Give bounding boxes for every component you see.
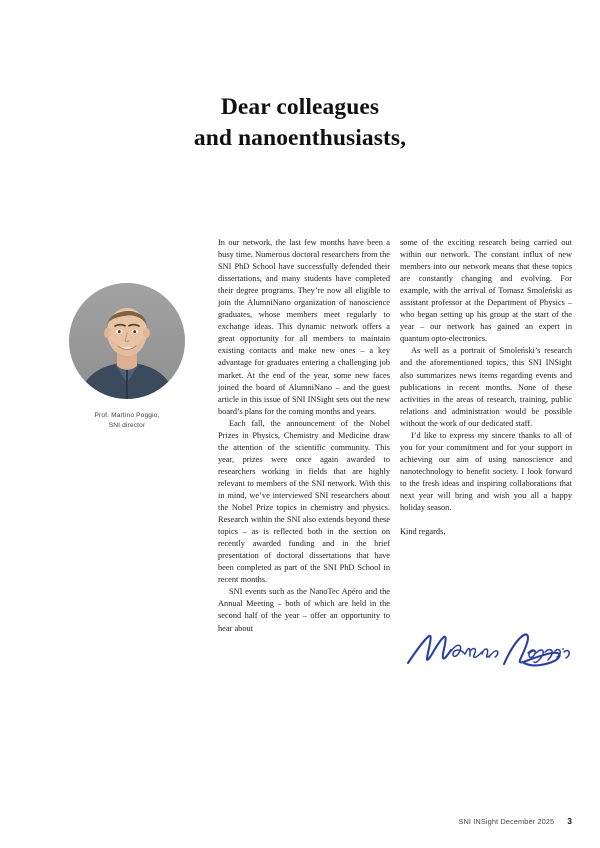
paragraph: In our network, the last few months have been a busy time. Numerous doctoral researchers from the SNI PhD School have successfully defended their dissertations, and many students have completed their degree programs. They’re now all eligible to join the AlumniNano organization of nanoscience graduates, whose members meet regularly to exchange ideas. This dynamic network offers a great opportunity for all members to maintain existing contacts and make new ones – a key advantage for graduates entering a challenging job market. At the end of the year, some new faces joined the board of AlumniNano – and the guest article in this issue of SNI INSight sets out the new board’s plans for the coming months and years. [218,238,390,416]
paragraph: some of the exciting research being carried out within our network. The constant influx of new members into our network means that these topics are constantly changing and evolving. For example, with the arrival of Tomasz Smoleński as assistant professor at the Department of Physics – who began setting up his group at the start of the year – our network has gained an expert in quantum opto-electronics. [400,238,572,344]
avatar [69,283,185,399]
page-title-line-2: and nanoenthusiasts, [193,124,407,151]
signature [400,630,572,676]
closing-line: Kind regards, [400,527,446,537]
portrait-caption-name: Prof. Martino Poggio, [94,412,160,419]
page-title [0,92,600,155]
signature-mark [400,630,572,676]
footer-publication-label: SNI INSight December 2025 [458,817,555,826]
page-footer [458,816,572,826]
portrait-block [46,283,208,431]
portrait-illustration [69,283,185,399]
body-column-1 [218,237,390,635]
body-column-2 [400,237,572,538]
page-number: 3 [567,816,572,826]
page-title-line-1: Dear colleagues [220,93,380,120]
portrait-caption-role: SNI director [108,422,146,430]
paragraph: SNI events such as the NanoTec Apéro and the Annual Meeting – both of which are held in the second half of the year – offer an opportunity to hear about [218,587,390,633]
paragraph: As well as a portrait of Smoleński’s research and the aforementioned topics, this SNI INSight also summarizes news items regarding events and publications in recent months. None of these activities in the areas of research, training, public relations and administration would be possible without the work of our dedicated staff. [400,346,572,428]
portrait-caption [46,411,208,431]
paragraph: Each fall, the announcement of the Nobel Prizes in Physics, Chemistry and Medicine draw the attention of the scientific community. This year, prizes were once again awarded to researchers working in fields that are highly relevant to members of the SNI network. With this in mind, we’ve interviewed SNI researchers about the Nobel Prize topics in chemistry and physics. Research within the SNI also extends beyond these topics – as is reflected both in the section on recently awarded funding and in the brief presentation of doctoral dissertations that have been completed as part of the SNI PhD School in recent months. [218,418,390,585]
paragraph: I’d like to express my sincere thanks to all of you for your commitment and for your support in achieving our aim of using nanoscience and nanotechnology to benefit society. I look forward to the fresh ideas and inspiring collaborations that next year will bring and wish you all a happy holiday season. [400,430,572,513]
